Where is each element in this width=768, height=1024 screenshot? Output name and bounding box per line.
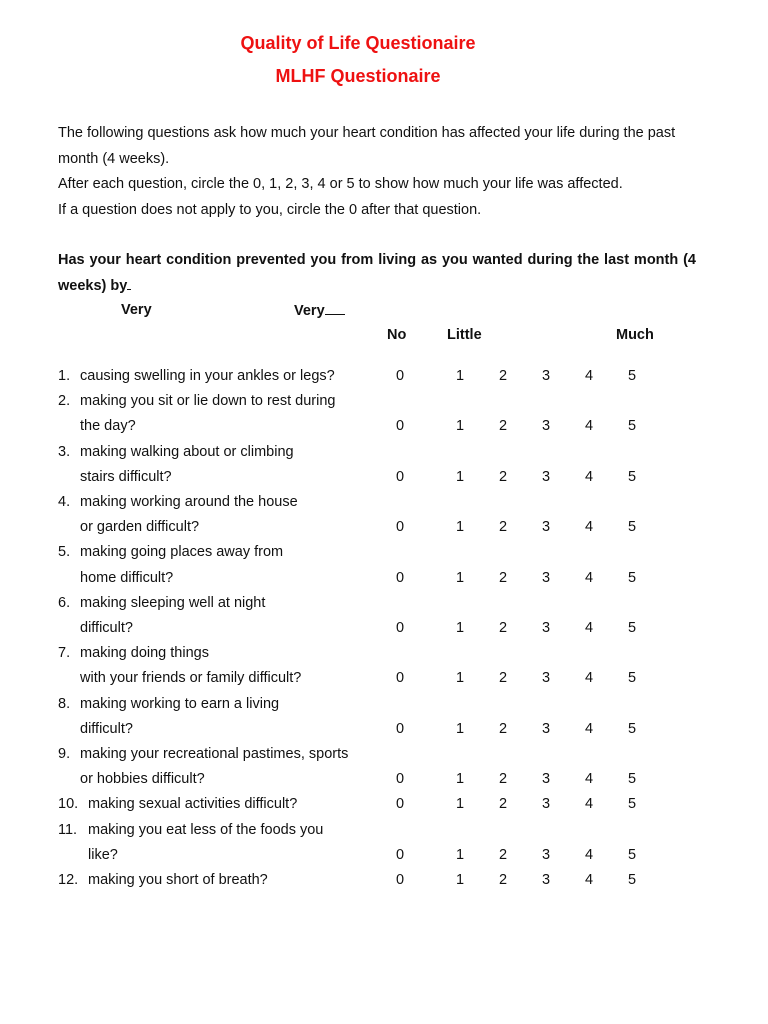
instruction-line: If a question does not apply to you, circle the 0 after that question.	[58, 201, 482, 218]
question-number: 2.	[58, 393, 71, 410]
rating-option-1[interactable]: 1	[455, 670, 465, 687]
question-text-continued: difficult?	[80, 620, 133, 636]
question-number: 9.	[58, 746, 71, 762]
rating-option-0[interactable]: 0	[395, 872, 405, 888]
rating-option-5[interactable]: 5	[627, 670, 637, 687]
rating-option-3[interactable]: 3	[541, 569, 551, 586]
rating-option-5[interactable]: 5	[627, 468, 637, 485]
scale-label-very-little-top: Very	[121, 302, 152, 318]
rating-option-3[interactable]: 3	[541, 670, 551, 687]
rating-option-5[interactable]: 5	[627, 620, 637, 636]
question-number: 12.	[58, 872, 79, 888]
blank-line	[325, 302, 345, 315]
question-item	[58, 872, 268, 888]
question-number: 7.	[58, 645, 71, 662]
rating-option-2[interactable]: 2	[498, 368, 508, 384]
question-text-continued: like?	[88, 846, 118, 863]
rating-option-1[interactable]: 1	[455, 720, 465, 737]
rating-option-0[interactable]: 0	[395, 569, 405, 586]
rating-option-0[interactable]: 0	[395, 418, 405, 435]
rating-option-0[interactable]: 0	[395, 368, 405, 384]
rating-option-3[interactable]: 3	[541, 846, 551, 863]
rating-option-2[interactable]: 2	[498, 720, 508, 737]
rating-option-4[interactable]: 4	[584, 872, 594, 888]
question-text-continued: with your friends or family difficult?	[80, 670, 302, 687]
rating-option-2[interactable]: 2	[498, 796, 508, 813]
rating-option-1[interactable]: 1	[455, 846, 465, 863]
question-item	[58, 368, 335, 384]
page-title: Quality of Life Questionaire	[240, 33, 476, 53]
rating-option-1[interactable]: 1	[455, 620, 465, 636]
rating-option-0[interactable]: 0	[395, 670, 405, 687]
scale-label-no: No	[387, 327, 407, 343]
rating-option-5[interactable]: 5	[627, 418, 637, 435]
rating-option-3[interactable]: 3	[541, 796, 551, 813]
rating-option-5[interactable]: 5	[627, 796, 637, 813]
rating-option-4[interactable]: 4	[584, 771, 594, 788]
rating-option-5[interactable]: 5	[627, 771, 637, 788]
question-text: making you sit or lie down to rest during	[80, 393, 336, 410]
question-number: 3.	[58, 443, 71, 460]
question-number: 10.	[58, 796, 79, 813]
question-prompt	[58, 248, 696, 299]
question-text: making working to earn a living	[80, 695, 280, 712]
rating-option-0[interactable]: 0	[395, 519, 405, 536]
rating-option-0[interactable]: 0	[395, 846, 405, 863]
question-text: making doing things	[80, 645, 209, 662]
rating-option-2[interactable]: 2	[498, 670, 508, 687]
rating-option-1[interactable]: 1	[455, 796, 465, 813]
rating-option-5[interactable]: 5	[627, 720, 637, 737]
question-text: making working around the house	[80, 494, 298, 510]
prompt-text: Has your heart condition prevented you from living as you wanted during the last month (4 weeks) by	[58, 252, 696, 294]
question-text: making you short of breath?	[88, 872, 268, 888]
blank-line	[127, 277, 131, 290]
question-text: causing swelling in your ankles or legs?	[80, 368, 335, 384]
instructions	[58, 121, 698, 223]
rating-option-1[interactable]: 1	[455, 368, 465, 384]
question-number: 5.	[58, 544, 71, 561]
rating-option-2[interactable]: 2	[498, 846, 508, 863]
question-number: 4.	[58, 494, 71, 510]
question-text-continued: difficult?	[80, 720, 133, 737]
question-number: 11.	[58, 821, 78, 838]
rating-option-1[interactable]: 1	[455, 872, 465, 888]
question-text-continued: or hobbies difficult?	[80, 771, 205, 788]
question-item	[58, 494, 298, 510]
rating-option-4[interactable]: 4	[584, 519, 594, 536]
question-item	[58, 444, 294, 460]
rating-option-3[interactable]: 3	[541, 771, 551, 788]
question-number: 1.	[58, 368, 71, 384]
rating-option-1[interactable]: 1	[455, 771, 465, 788]
question-item	[58, 822, 323, 838]
question-text-continued: or garden difficult?	[80, 519, 200, 536]
question-item	[58, 544, 283, 560]
question-text: making going places away from	[80, 544, 284, 561]
rating-option-3[interactable]: 3	[541, 872, 551, 888]
rating-option-3[interactable]: 3	[541, 620, 551, 636]
rating-option-4[interactable]: 4	[584, 670, 594, 687]
rating-option-4[interactable]: 4	[584, 569, 594, 586]
rating-option-4[interactable]: 4	[584, 796, 594, 813]
scale-label-very-much-top: Very	[294, 302, 345, 319]
question-item	[58, 746, 348, 762]
question-item	[58, 645, 209, 661]
question-number: 6.	[58, 594, 71, 611]
scale-label-much: Much	[616, 327, 654, 343]
rating-option-4[interactable]: 4	[584, 720, 594, 737]
rating-option-3[interactable]: 3	[541, 519, 551, 536]
rating-option-2[interactable]: 2	[498, 468, 508, 485]
question-item	[58, 696, 279, 712]
rating-option-2[interactable]: 2	[498, 771, 508, 788]
question-item	[58, 796, 297, 812]
rating-option-4[interactable]: 4	[584, 418, 594, 435]
question-text: making sleeping well at night	[80, 594, 266, 611]
rating-option-2[interactable]: 2	[498, 418, 508, 435]
rating-option-4[interactable]: 4	[584, 468, 594, 485]
question-text: making you eat less of the foods you	[88, 821, 324, 838]
question-text: making walking about or climbing	[80, 443, 294, 460]
instruction-line: The following questions ask how much your heart condition has affected your life during the past month (4 weeks).	[58, 125, 676, 167]
rating-option-0[interactable]: 0	[395, 720, 405, 737]
rating-option-1[interactable]: 1	[455, 418, 465, 435]
question-text: making sexual activities difficult?	[88, 796, 298, 813]
rating-option-5[interactable]: 5	[627, 569, 637, 586]
question-number: 8.	[58, 695, 71, 712]
rating-option-0[interactable]: 0	[395, 796, 405, 813]
question-text-continued: the day?	[80, 418, 136, 435]
scale-label-little: Little	[447, 327, 482, 343]
rating-option-1[interactable]: 1	[455, 569, 465, 586]
rating-option-4[interactable]: 4	[584, 368, 594, 384]
rating-option-3[interactable]: 3	[541, 468, 551, 485]
question-text-continued: stairs difficult?	[80, 468, 172, 485]
rating-option-4[interactable]: 4	[584, 846, 594, 863]
rating-option-0[interactable]: 0	[395, 771, 405, 788]
rating-option-0[interactable]: 0	[395, 468, 405, 485]
rating-option-3[interactable]: 3	[541, 368, 551, 384]
rating-option-1[interactable]: 1	[455, 519, 465, 536]
rating-option-1[interactable]: 1	[455, 468, 465, 485]
rating-option-5[interactable]: 5	[627, 368, 637, 384]
rating-option-2[interactable]: 2	[498, 569, 508, 586]
rating-option-2[interactable]: 2	[498, 620, 508, 636]
page-subtitle: MLHF Questionaire	[275, 66, 441, 86]
rating-option-5[interactable]: 5	[627, 846, 637, 863]
rating-option-2[interactable]: 2	[498, 519, 508, 536]
rating-option-4[interactable]: 4	[584, 620, 594, 636]
rating-option-3[interactable]: 3	[541, 418, 551, 435]
instruction-line: After each question, circle the 0, 1, 2, 3, 4 or 5 to show how much your life was affected.	[58, 176, 623, 192]
rating-option-2[interactable]: 2	[498, 872, 508, 888]
rating-option-0[interactable]: 0	[395, 620, 405, 636]
rating-option-3[interactable]: 3	[541, 720, 551, 737]
question-item	[58, 393, 336, 409]
rating-option-5[interactable]: 5	[627, 872, 637, 888]
question-item	[58, 595, 265, 611]
question-text: making your recreational pastimes, sports	[80, 746, 349, 762]
rating-option-5[interactable]: 5	[627, 519, 637, 536]
question-text-continued: home difficult?	[80, 569, 174, 586]
